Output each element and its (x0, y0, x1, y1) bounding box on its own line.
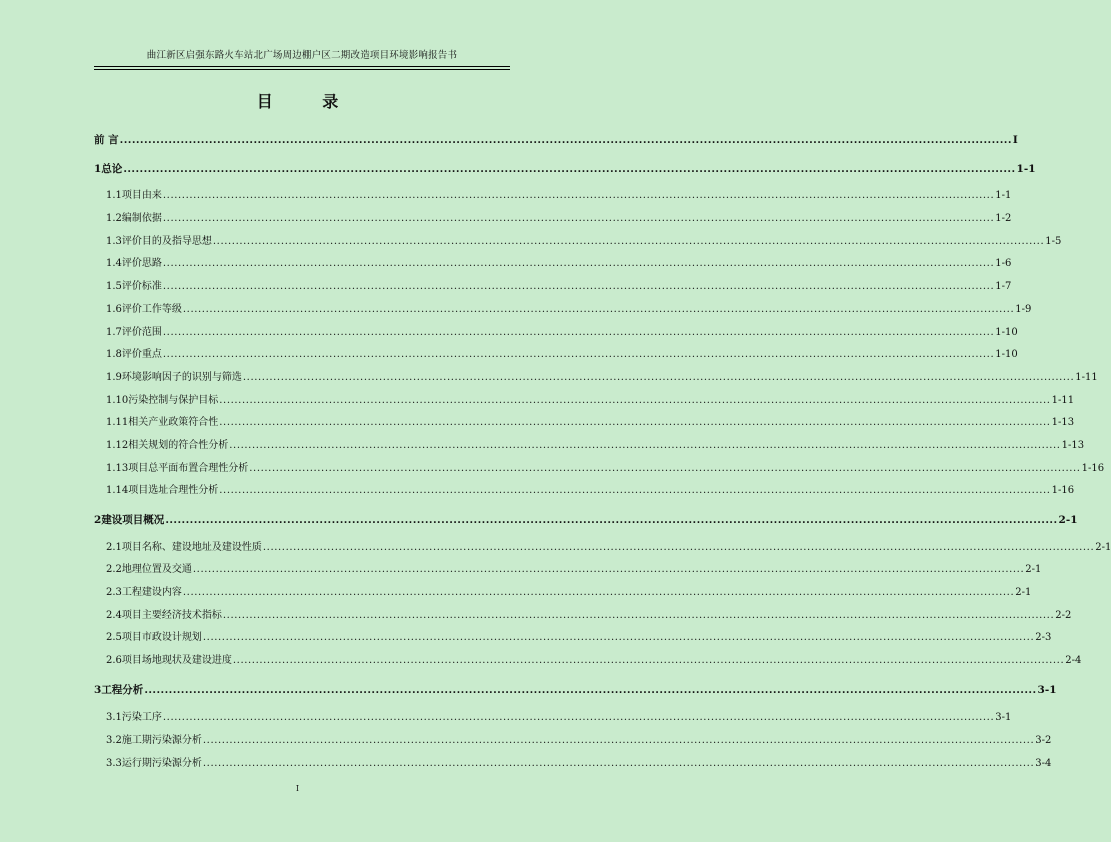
toc-dot-leader: ............................................................................................................................................................................................................................ (123, 163, 1016, 175)
toc-entry-page: 2-2 (1055, 610, 1072, 621)
toc-entry-number: 1.3 (106, 236, 122, 247)
page-title: 目 录 (256, 92, 361, 111)
toc-section-entry[interactable] (106, 371, 1098, 385)
toc-entry-page: 1-11 (1051, 395, 1075, 406)
toc-section-entry[interactable] (106, 280, 1012, 294)
toc-dot-leader: ............................................................................................................................................................................................................................ (162, 712, 995, 723)
toc-entry-number: 3.3 (106, 758, 122, 769)
toc-entry-page: 2-1 (1025, 564, 1042, 575)
toc-dot-leader: ............................................................................................................................................................................................................................ (249, 463, 1081, 474)
toc-dot-leader: ............................................................................................................................................................................................................................ (219, 485, 1051, 496)
toc-section-entry[interactable] (106, 484, 1075, 498)
toc-section-entry[interactable] (106, 462, 1105, 476)
toc-entry-page: I (1012, 134, 1018, 146)
toc-entry-title: 项目选址合理性分析 (128, 485, 219, 496)
toc-entry-title: 工程分析 (101, 684, 144, 696)
toc-entry-number: 3.2 (106, 735, 122, 746)
toc-entry-title: 总论 (101, 163, 123, 175)
toc-entry-number: 1.11 (106, 417, 129, 428)
toc-entry-page: 1-13 (1051, 417, 1075, 428)
toc-entry-title: 环境影响因子的识别与筛选 (121, 372, 242, 383)
toc-entry-number: 1 (94, 163, 102, 175)
toc-entry-page: 1-16 (1081, 463, 1105, 474)
toc-dot-leader: ............................................................................................................................................................................................................................ (262, 542, 1095, 553)
toc-dot-leader: ............................................................................................................................................................................................................................ (144, 684, 1037, 696)
toc-entry-page: 1-10 (995, 349, 1018, 360)
toc-entry-page: 3-1 (995, 712, 1012, 723)
toc-entry-title: 项目总平面布置合理性分析 (128, 463, 249, 474)
toc-section-entry[interactable] (106, 541, 1111, 555)
toc-section-entry[interactable] (106, 609, 1072, 623)
toc-entry-page: 1-10 (995, 327, 1018, 338)
toc-section-entry[interactable] (106, 734, 1052, 748)
toc-chapter-entry[interactable] (94, 683, 1057, 697)
toc-section-entry[interactable] (106, 303, 1032, 317)
toc-entry-number: 1.13 (106, 463, 129, 474)
toc-entry-page: 1-5 (1045, 236, 1062, 247)
toc-entry-number: 1.14 (106, 485, 129, 496)
toc-entry-number: 1.9 (106, 372, 122, 383)
toc-entry-title: 项目市政设计规划 (121, 632, 202, 643)
toc-entry-title: 相关规划的符合性分析 (128, 440, 229, 451)
toc-entry-page: 1-16 (1051, 485, 1075, 496)
toc-entry-number: 1.4 (106, 258, 122, 269)
toc-entry-number: 2.6 (106, 655, 122, 666)
toc-entry-title: 评价重点 (121, 349, 162, 360)
toc-dot-leader: ............................................................................................................................................................................................................................ (119, 134, 1012, 146)
toc-dot-leader: ............................................................................................................................................................................................................................ (165, 514, 1058, 526)
toc-entry-page: 1-1 (995, 190, 1012, 201)
toc-entry-number: 1.5 (106, 281, 122, 292)
toc-entry-number: 1.6 (106, 304, 122, 315)
toc-entry-title: 污染工序 (121, 712, 162, 723)
toc-entry-number: 1.8 (106, 349, 122, 360)
toc-entry-number: 1.10 (106, 395, 129, 406)
toc-entry-number: 2 (94, 514, 102, 526)
toc-dot-leader: ............................................................................................................................................................................................................................ (162, 258, 995, 269)
toc-dot-leader: ............................................................................................................................................................................................................................ (212, 236, 1045, 247)
toc-entry-title: 项目主要经济技术指标 (121, 610, 222, 621)
toc-entry-page: 3-1 (1037, 684, 1057, 696)
toc-entry-page: 1-7 (995, 281, 1012, 292)
toc-dot-leader: ............................................................................................................................................................................................................................ (162, 281, 995, 292)
toc-entry-number: 3 (94, 684, 102, 696)
toc-entry-title: 评价范围 (121, 327, 162, 338)
toc-entry-number: 1.12 (106, 440, 129, 451)
toc-entry-title: 评价标准 (121, 281, 162, 292)
toc-entry-number: 3.1 (106, 712, 122, 723)
toc-section-entry[interactable] (106, 235, 1062, 249)
toc-chapter-entry[interactable] (94, 513, 1078, 527)
toc-entry-number: 2.3 (106, 587, 122, 598)
toc-entry-page: 3-4 (1035, 758, 1052, 769)
toc-entry-title: 项目由来 (121, 190, 162, 201)
page-number: I (295, 784, 300, 793)
toc-entry-title: 项目场地现状及建设进度 (121, 655, 232, 666)
toc-entry-number: 1.2 (106, 213, 122, 224)
toc-entry-title: 建设项目概况 (101, 514, 165, 526)
toc-dot-leader: ............................................................................................................................................................................................................................ (162, 213, 995, 224)
toc-section-entry[interactable] (106, 348, 1018, 362)
toc-chapter-entry[interactable] (94, 133, 1018, 147)
toc-dot-leader: ............................................................................................................................................................................................................................ (162, 327, 995, 338)
toc-entry-page: 2-3 (1035, 632, 1052, 643)
toc-entry-number: 1.7 (106, 327, 122, 338)
toc-dot-leader: ............................................................................................................................................................................................................................ (202, 758, 1035, 769)
toc-entry-page: 2-1 (1095, 542, 1111, 553)
toc-entry-page: 1-9 (1015, 304, 1032, 315)
toc-section-entry[interactable] (106, 711, 1012, 725)
toc-entry-title: 项目名称、建设地址及建设性质 (121, 542, 262, 553)
toc-section-entry[interactable] (106, 212, 1012, 226)
toc-entry-title: 工程建设内容 (121, 587, 182, 598)
toc-entry-number: 2.1 (106, 542, 122, 553)
toc-entry-title: 评价目的及指导思想 (121, 236, 212, 247)
toc-entry-title: 污染控制与保护目标 (128, 395, 219, 406)
toc-dot-leader: ............................................................................................................................................................................................................................ (202, 735, 1035, 746)
toc-dot-leader: ............................................................................................................................................................................................................................ (162, 190, 995, 201)
toc-entry-number: 1.1 (106, 190, 122, 201)
toc-entry-title: 评价思路 (121, 258, 162, 269)
toc-entry-page: 2-4 (1065, 655, 1082, 666)
toc-dot-leader: ............................................................................................................................................................................................................................ (219, 417, 1051, 428)
toc-entry-page: 1-1 (1016, 163, 1036, 175)
toc-section-entry[interactable] (106, 586, 1032, 600)
toc-entry-number: 2.5 (106, 632, 122, 643)
toc-entry-page: 1-13 (1061, 440, 1085, 451)
toc-entry-title: 前 言 (94, 134, 119, 146)
toc-chapter-entry[interactable] (94, 162, 1036, 176)
toc-entry-title: 相关产业政策符合性 (128, 417, 219, 428)
toc-entry-number: 2.2 (106, 564, 122, 575)
toc-entry-page: 1-11 (1075, 372, 1098, 383)
toc-dot-leader: ............................................................................................................................................................................................................................ (162, 349, 995, 360)
toc-section-entry[interactable] (106, 394, 1075, 408)
toc-section-entry[interactable] (106, 563, 1042, 577)
toc-dot-leader: ............................................................................................................................................................................................................................ (229, 440, 1061, 451)
toc-entry-title: 编制依据 (121, 213, 162, 224)
toc-section-entry[interactable] (106, 631, 1052, 645)
toc-entry-page: 2-1 (1015, 587, 1032, 598)
toc-entry-page: 3-2 (1035, 735, 1052, 746)
toc-entry-page: 1-6 (995, 258, 1012, 269)
toc-entry-title: 地理位置及交通 (121, 564, 192, 575)
toc-dot-leader: ............................................................................................................................................................................................................................ (242, 372, 1075, 383)
running-header: 曲江新区启强东路火车站北广场周边棚户区二期改造项目环境影响报告书 (146, 50, 458, 61)
toc-section-entry[interactable] (106, 326, 1018, 340)
toc-dot-leader: ............................................................................................................................................................................................................................ (222, 610, 1055, 621)
toc-section-entry[interactable] (106, 416, 1075, 430)
toc-entry-title: 评价工作等级 (121, 304, 182, 315)
toc-section-entry[interactable] (106, 439, 1085, 453)
toc-entry-title: 施工期污染源分析 (121, 735, 202, 746)
toc-section-entry[interactable] (106, 757, 1052, 771)
toc-entry-page: 2-1 (1058, 514, 1078, 526)
toc-entry-page: 1-2 (995, 213, 1012, 224)
toc-dot-leader: ............................................................................................................................................................................................................................ (219, 395, 1051, 406)
toc-dot-leader: ............................................................................................................................................................................................................................ (202, 632, 1035, 643)
toc-dot-leader: ............................................................................................................................................................................................................................ (182, 587, 1015, 598)
toc-section-entry[interactable] (106, 654, 1082, 668)
toc-entry-number: 2.4 (106, 610, 122, 621)
toc-section-entry[interactable] (106, 189, 1012, 203)
toc-dot-leader: ............................................................................................................................................................................................................................ (232, 655, 1065, 666)
toc-dot-leader: ............................................................................................................................................................................................................................ (192, 564, 1025, 575)
toc-entry-title: 运行期污染源分析 (121, 758, 202, 769)
toc-section-entry[interactable] (106, 257, 1012, 271)
header-rule (94, 66, 510, 70)
toc-dot-leader: ............................................................................................................................................................................................................................ (182, 304, 1015, 315)
